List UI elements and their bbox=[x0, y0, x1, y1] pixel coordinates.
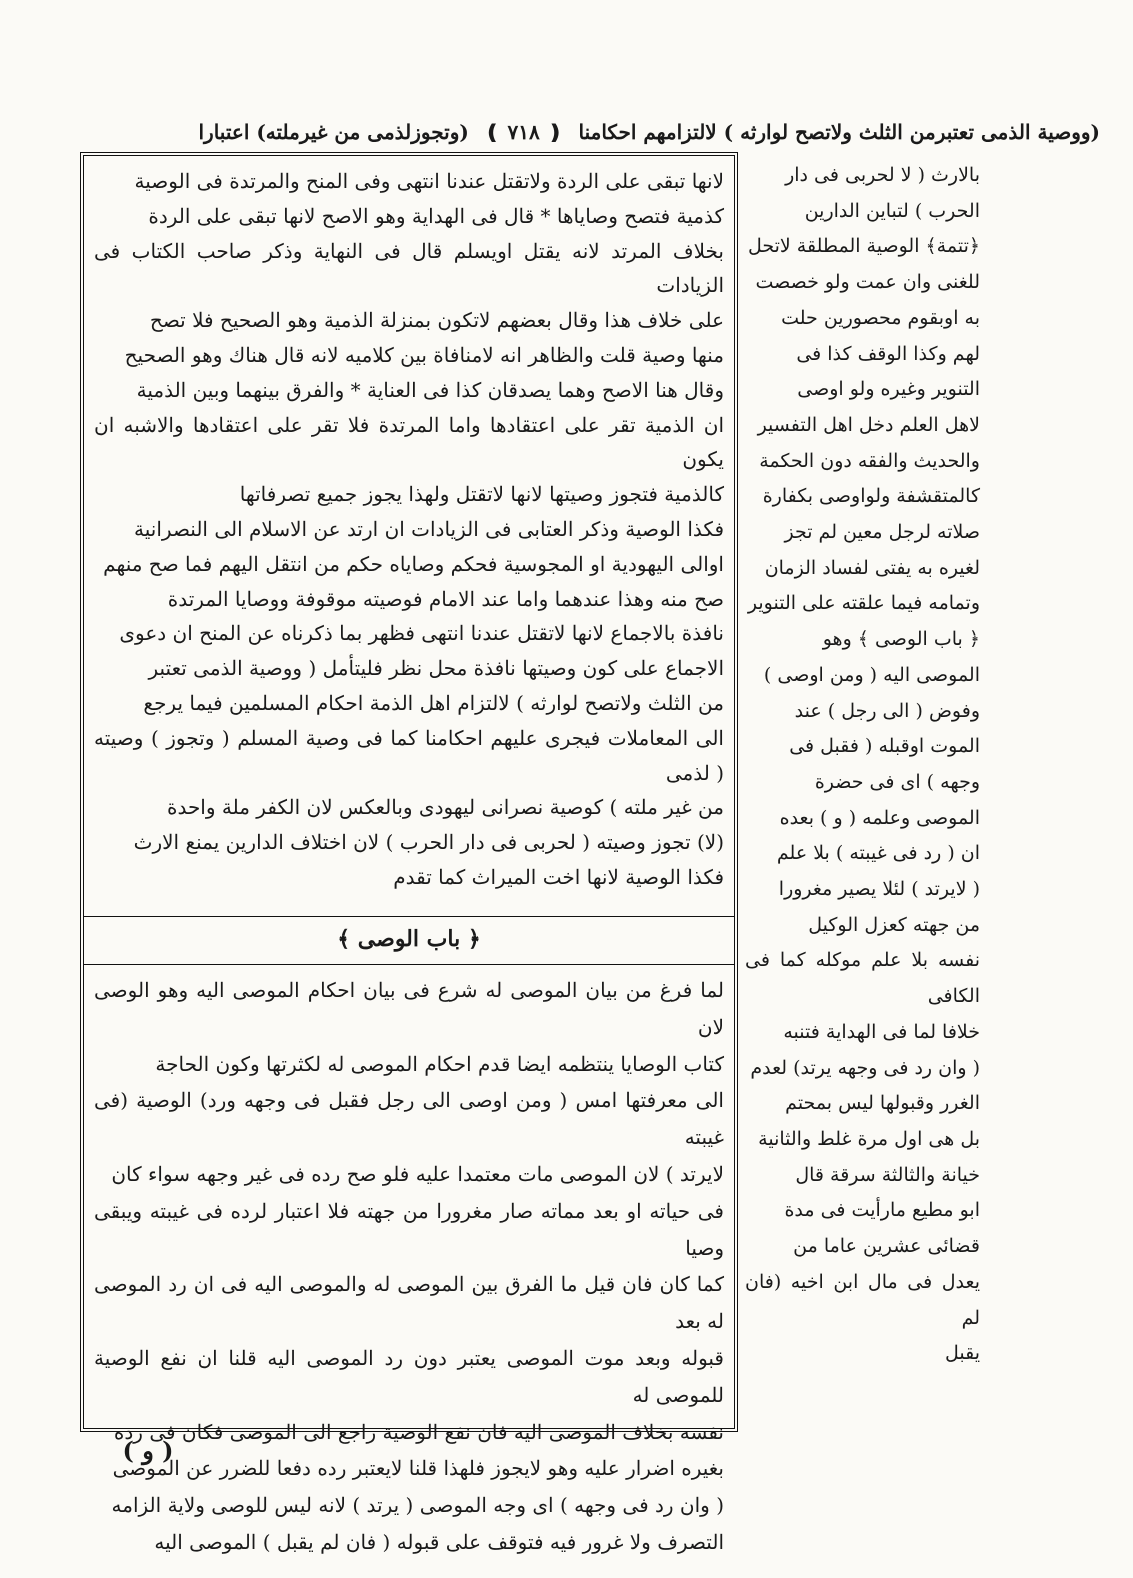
text-line: فى حياته او بعد مماته صار مغرورا من جهته فلا اعتبار لرده فى غيبته ويبقى وصيا bbox=[94, 1198, 724, 1260]
margin-line: يقبل bbox=[944, 1342, 980, 1365]
text-line: وقال هنا الاصح وهما يصدقان كذا فى العناية * والفرق بينهما وبين الذمية bbox=[136, 377, 724, 402]
margin-line: لاهل العلم دخل اهل التفسير bbox=[757, 413, 980, 436]
text-line: كذمية فتصح وصاياها * قال فى الهداية وهو الاصح لانها تبقى على الردة bbox=[148, 203, 724, 228]
page-signature-letter: ( و ) bbox=[122, 1436, 174, 1465]
text-line: التصرف ولا غرور فيه فتوقف على قبوله ( فان لم يقبل ) الموصى اليه bbox=[154, 1529, 724, 1554]
text-line: ( وان رد فى وجهه ) اى وجه الموصى ( يرتد ) لانه ليس للوصى ولاية الزامه bbox=[111, 1493, 724, 1518]
main-text-lower bbox=[94, 972, 724, 1561]
margin-line: خيانة والثالثة سرقة قال bbox=[795, 1163, 980, 1186]
margin-line: بل هى اول مرة غلط والثانية bbox=[758, 1127, 980, 1150]
margin-line: ابو مطيع مارأيت فى مدة bbox=[784, 1199, 980, 1222]
text-line: بغيره اضرار عليه وهو لايجوز فلهذا قلنا لايعتبر رده دفعا للضرر عن الموصى bbox=[112, 1456, 724, 1481]
text-line: لايرتد ) لان الموصى مات معتمدا عليه فلو صح رده فى غير وجهه سواء كان bbox=[111, 1161, 724, 1186]
text-line: كما كان فان قيل ما الفرق بين الموصى له والموصى اليه فى ان رد الموصى له بعد bbox=[94, 1272, 724, 1334]
text-line: على خلاف هذا وقال بعضهم لاتكون بمنزلة الذمية وهو الصحيح فلا تصح bbox=[149, 308, 724, 333]
text-line: الى المعاملات فيجرى عليهم احكامنا كما فى وصية المسلم ( وتجوز ) وصيته ( لذمى bbox=[94, 725, 724, 785]
main-text-upper bbox=[94, 164, 724, 895]
margin-line: خلافا لما فى الهداية فتنبه bbox=[783, 1020, 980, 1043]
text-line: منها وصية قلت والظاهر انه لامنافاة بين كلاميه لانه قال هناك وهو الصحيح bbox=[124, 342, 724, 367]
text-line: فكذا الوصية لانها اخت الميراث كما تقدم bbox=[393, 864, 724, 889]
text-line: نفسه بخلاف الموصى اليه فان نفع الوصية راجع الى الموصى فكان فى رده bbox=[113, 1419, 724, 1444]
header-right-text: (ووصية الذمى تعتبرمن الثلث ولاتصح لوارثه ) لالتزامهم احكامنا bbox=[578, 120, 1100, 144]
text-line: صح منه وهذا عندهما واما عند الامام فوصيته موقوفة ووصايا المرتدة bbox=[167, 586, 724, 611]
text-line: ان الذمية تقر على اعتقادها واما المرتدة فلا تقر على اعتقادها والاشبه ان يكون bbox=[94, 412, 724, 472]
text-line: لانها تبقى على الردة ولاتقتل عندنا انتهى وفى المنح والمرتدة فى الوصية bbox=[134, 169, 724, 193]
margin-line: الغرر وقبولها ليس بمحتم bbox=[785, 1092, 980, 1115]
main-text-frame bbox=[80, 152, 738, 1554]
margin-line: وجهه ) اى فى حضرة bbox=[814, 770, 980, 793]
margin-line: وتمامه فيما علقته على التنوير bbox=[747, 592, 980, 615]
text-line: كتاب الوصايا ينتظمه ايضا قدم احكام الموصى له لكثرتها وكون الحاجة bbox=[155, 1051, 724, 1076]
margin-line: الموت اوقبله ( فقبل فى bbox=[789, 735, 980, 758]
margin-line: للغنى وان عمت ولو خصصت bbox=[755, 271, 980, 294]
text-line: اوالى اليهودية او المجوسية فحكم وصاياه حكم من انتقل اليهم فما صح منهم bbox=[103, 551, 724, 576]
margin-commentary bbox=[745, 158, 980, 1372]
text-line: كالذمية فتجوز وصيتها لانها لاتقتل ولهذا يجوز جميع تصرفاتها bbox=[239, 482, 724, 507]
margin-line: كالمتقشفة ولواوصى بكفارة bbox=[762, 485, 980, 508]
text-line: قبوله وبعد موت الموصى يعتبر دون رد الموصى اليه قلنا ان نفع الوصية للموصى له bbox=[94, 1345, 724, 1407]
margin-line: بالارث ( لا لحربى فى دار bbox=[785, 164, 980, 186]
running-header bbox=[100, 112, 1100, 152]
margin-line: يعدل فى مال ابن اخيه (فان لم bbox=[745, 1270, 980, 1329]
text-line: من الثلث ولاتصح لوارثه ) لالتزام اهل الذمة احكام المسلمين فيما يرجع bbox=[143, 690, 724, 715]
margin-line: لهم وكذا الوقف كذا فى bbox=[796, 342, 980, 365]
margin-line: به اوبقوم محصورين حلت bbox=[781, 306, 980, 329]
margin-line: ( وان رد فى وجهه يرتد) لعدم bbox=[750, 1056, 980, 1079]
margin-line: التنوير وغيره ولو اوصى bbox=[797, 378, 980, 401]
margin-line: ان ( رد فى غيبته ) بلا علم bbox=[776, 842, 980, 865]
header-page-number: ❪ ٧١٨ ❫ bbox=[483, 120, 564, 144]
section-divider-bottom bbox=[84, 964, 734, 965]
text-line: من غير ملته ) كوصية نصرانى ليهودى وبالعكس لان الكفر ملة واحدة bbox=[166, 795, 724, 820]
page-number: ٧١٨ bbox=[507, 120, 540, 144]
text-line: الى معرفتها امس ( ومن اوصى الى رجل فقبل فى وجهه ورد) الوصية (فى غيبته bbox=[94, 1088, 724, 1150]
margin-line: وفوض ( الى رجل ) عند bbox=[794, 699, 980, 722]
text-line: الاجماع على كون وصيتها نافذة محل نظر فليتأمل ( ووصية الذمى تعتبر bbox=[148, 656, 724, 681]
text-line: (لا) تجوز وصيته ( لحربى فى دار الحرب ) لان اختلاف الدارين يمنع الارث bbox=[133, 830, 724, 855]
text-line: فكذا الوصية وذكر العتابى فى الزيادات ان ارتد عن الاسلام الى النصرانية bbox=[134, 516, 724, 541]
header-left-text: (وتجوزلذمى من غيرملته) اعتبارا bbox=[198, 120, 469, 144]
margin-line: الحرب ) لتباين الدارين bbox=[804, 199, 980, 222]
margin-line: ﴿تتمة﴾ الوصية المطلقة لاتحل bbox=[747, 235, 980, 258]
section-divider-top bbox=[84, 916, 734, 917]
margin-line: قضائى عشرين عاما من bbox=[793, 1235, 980, 1258]
margin-line: والحديث والفقه دون الحكمة bbox=[759, 449, 980, 472]
margin-line: صلاته لرجل معين لم تجز bbox=[784, 521, 980, 544]
margin-line: الموصى اليه ( ومن اوصى ) bbox=[763, 663, 980, 686]
margin-line: نفسه بلا علم موكله كما فى الكافى bbox=[745, 949, 980, 1008]
margin-line: ﴿ باب الوصى ﴾ وهو bbox=[822, 628, 980, 651]
margin-line: لغيره به يفتى لفساد الزمان bbox=[764, 556, 980, 579]
margin-line: من جهته كعزل الوكيل bbox=[808, 913, 980, 936]
text-line: بخلاف المرتد لانه يقتل اويسلم قال فى النهاية وذكر صاحب الكتاب فى الزيادات bbox=[94, 238, 724, 298]
text-line: لما فرغ من بيان الموصى له شرع فى بيان احكام الموصى اليه وهو الوصى لان bbox=[94, 978, 724, 1039]
margin-line: الموصى وعلمه ( و ) بعده bbox=[779, 806, 980, 829]
margin-line: ( لايرتد ) لئلا يصير مغرورا bbox=[778, 878, 980, 901]
chapter-title: ﴿ باب الوصى ﴾ bbox=[337, 926, 481, 952]
text-line: نافذة بالاجماع لانها لاتقتل عندنا انتهى فظهر بما ذكرناه عن المنح ان دعوى bbox=[119, 621, 724, 646]
